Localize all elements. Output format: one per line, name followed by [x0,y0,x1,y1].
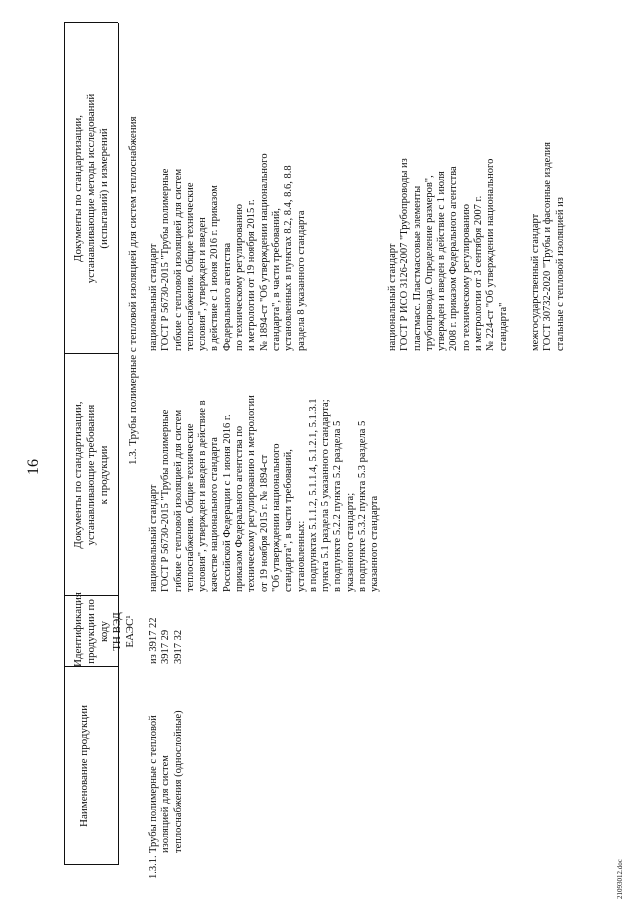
product-code: 3917 29 [160,629,172,664]
header-col2-line: Идентификация [72,592,84,667]
methods-line: пластмасс. Пластмассовые элементы [411,185,423,351]
header-left-border [64,864,118,865]
header-col4-line: устанавливающие методы исследований [85,93,97,284]
requirements-line: стандарта", в части требований, [283,449,295,592]
methods-line: Федерального агентства [221,242,233,351]
methods-line: установленных в пунктах 8.2, 8.4, 8.6, 8.8 [283,165,295,351]
methods-line: и метрологии от 19 ноября 2015 г. [246,199,258,351]
header-col2-line: продукции по коду [85,599,110,664]
requirements-line: пункта 5.1 раздела 5 указанного стандарта; [320,399,332,592]
product-code: из 3917 22 [148,617,159,664]
header-col3-line: Документы по стандартизации, [72,401,84,549]
product-code: 3917 32 [172,629,184,664]
header-requirements-docs [72,354,111,596]
methods-line: раздела 8 указанного стандарта [295,210,307,351]
product-name-line: теплоснабжения (однослойные) [172,710,184,853]
methods-line: № 224-ст "Об утверждении национального [485,158,497,351]
methods-line: 2008 г. приказом Федерального агентства [448,166,460,351]
methods-line: стандарта" [497,302,509,351]
requirements-line: качестве национального стандарта [209,437,221,592]
table-top-border [64,23,65,865]
requirements-line: гибкие с тепловой изоляцией для систем [172,409,184,592]
methods-line: гибкие с тепловой изоляцией для систем [172,168,184,351]
methods-line: трубопровода. Определение размеров", [423,175,435,351]
table-header-bottom-border [118,23,119,865]
requirements-line: национальный стандарт [148,484,159,592]
requirements-line: указанного стандарта [369,495,381,592]
methods-line: условия", утвержден и введен [197,217,209,351]
page-number: 16 [25,459,42,475]
methods-line: национальный стандарт [148,243,159,351]
requirements-line: от 19 ноября 2015 г. № 1894-ст [258,454,270,592]
row-number: 1.3.1. [148,855,159,879]
requirements-line: в подпункте 5.3.2 пункта 5.3 раздела 5 [357,420,369,592]
requirements-line: ГОСТ Р 56730-2015 "Трубы полимерные [160,409,172,592]
methods-line: по техническому регулированию [460,203,472,351]
methods-line: теплоснабжения. Общие технические [184,182,196,351]
methods-line: стальные с тепловой изоляцией из [554,197,566,351]
methods-document-2 [387,158,510,351]
methods-line: национальный стандарт [387,243,398,351]
methods-line: ГОСТ Р 56730-2015 "Трубы полимерные [160,168,172,351]
methods-line: ГОСТ Р ИСО 3126-2007 "Трубопроводы из [399,158,411,351]
header-col2-line: ТН ВЭД ЕАЭС¹ [111,612,136,651]
header-product-name [78,667,91,865]
product-name-line: Трубы полимерные с тепловой [148,715,159,853]
methods-line: по техническому регулированию [234,203,246,351]
header-col1-line: Наименование продукции [78,705,90,827]
requirements-line: "Об утверждении национального [270,443,282,592]
methods-line: утвержден и введен в действие с 1 июля [436,171,448,351]
requirements-document [148,395,382,592]
product-codes [148,617,185,664]
methods-line: межгосударственный стандарт [530,213,541,351]
methods-line: № 1894-ст "Об утверждении национального [258,153,270,351]
requirements-line: указанного стандарта; [344,492,356,592]
header-col4-line: (испытаний) и измерений [98,128,110,249]
header-col4-line: Документы по стандартизации, [72,114,84,263]
product-name-line: изоляцией для систем [160,755,172,853]
header-col3-line: устанавливающие требования [85,404,97,546]
requirements-line: в подпунктах 5.1.1.2, 5.1.1.4, 5.1.2.1, 5.1.3.1 [307,398,319,592]
requirements-line: в подпункте 5.2.2 пункта 5.2 раздела 5 [332,420,344,592]
requirements-line: установленных: [295,520,307,592]
methods-line: ГОСТ 30732-2020 "Трубы и фасонные изделия [542,142,554,351]
requirements-line: техническому регулированию и метрологии [246,395,258,592]
product-name [148,710,185,853]
section-title: 1.3. Трубы полимерные с тепловой изоляцией для систем теплоснабжения [127,116,139,465]
requirements-line: теплоснабжения. Общие технические [184,423,196,592]
methods-line: и метрологии от 3 сентября 2007 г. [473,195,485,351]
methods-line: в действие с 1 июня 2016 г. приказом [209,185,221,351]
document-id: 21093012.doc [616,859,624,899]
requirements-line: Российской Федерации с 1 июня 2016 г. [221,414,233,592]
header-methods-docs [72,23,111,354]
methods-document-3 [530,142,567,351]
requirements-line: условия", утвержден и введен в действие в [197,400,209,592]
requirements-line: приказом Федерального агентства по [234,425,246,592]
methods-document-1 [148,153,308,351]
header-col3-line: к продукции [98,445,110,505]
methods-line: стандарта", в части требований, [270,208,282,351]
header-product-code [72,592,137,667]
